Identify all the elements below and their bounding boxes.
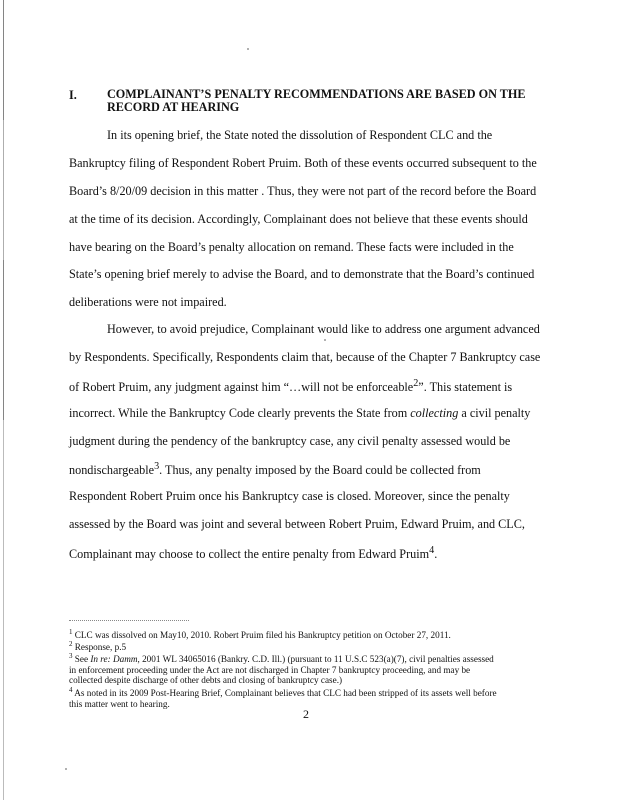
body-line — [69, 378, 512, 395]
footnote-number: 1 — [69, 628, 73, 636]
footnote-4 — [69, 685, 549, 709]
body-line: deliberations were not impaired. — [69, 295, 227, 309]
body-text: nondischargeable — [69, 463, 155, 478]
footnote-number: 2 — [69, 640, 73, 648]
body-text: incorrect. While the Bankruptcy Code clearly prevents the State from — [69, 406, 411, 420]
body-line: assessed by the Board was joint and several between Robert Pruim, Edward Pruim, and CLC, — [69, 517, 525, 531]
body-line: have bearing on the Board’s penalty allocation on remand. These facts were included in the — [69, 240, 514, 254]
section-heading-line-2: RECORD AT HEARING — [107, 100, 240, 114]
case-name: In re: Damm — [90, 654, 138, 665]
body-text: of Robert Pruim, any judgment against him “…will not be enforceable — [69, 380, 414, 395]
footnote-text: As noted in its 2009 Post-Hearing Brief, Complainant believes that CLC had been stripped of its assets well before — [72, 688, 497, 699]
footnote-text: this matter went to hearing. — [69, 698, 170, 709]
section-heading-line-1: COMPLAINANT’S PENALTY RECOMMENDATIONS ARE BASED ON THE — [107, 87, 526, 101]
footnote-text: in enforcement proceeding under the Act are not discharged in Chapter 7 bankruptcy proceeding, and may be — [69, 664, 471, 675]
footnote-number: 3 — [69, 652, 73, 660]
body-text: ”. This statement is — [418, 380, 513, 395]
scan-speck — [324, 339, 326, 341]
section-number: I. — [69, 88, 77, 102]
footnote-separator — [69, 620, 189, 622]
emphasis: collecting — [410, 406, 459, 420]
body-text: Complainant may choose to collect the entire penalty from Edward Pruim — [69, 547, 430, 562]
section-heading — [107, 88, 537, 114]
scan-speck — [247, 48, 249, 50]
footnote-text: CLC was dissolved on May10, 2010. Robert Pruim filed his Bankruptcy petition on October 27, 2011. — [72, 630, 451, 641]
body-line: by Respondents. Specifically, Respondents claim that, because of the Chapter 7 Bankruptcy case — [69, 350, 541, 364]
footnote-ref-4: 4 — [429, 545, 435, 556]
body-line: However, to avoid prejudice, Complainant would like to address one argument advanced — [107, 322, 540, 336]
footnote-3 — [69, 651, 549, 686]
body-line: Respondent Robert Pruim once his Bankruptcy case is closed. Moreover, since the penalty — [69, 489, 510, 503]
body-line — [69, 545, 437, 562]
footnote-text: See — [72, 654, 91, 665]
footnote-text: , 2001 WL 34065016 (Bankry. C.D. Ill.) (pursuant to 11 U.S.C 523(a)(7), civil penalties assessed — [137, 654, 494, 665]
body-line: at the time of its decision. Accordingly, Complainant does not believe that these events should — [69, 212, 528, 226]
body-line: In its opening brief, the State noted the dissolution of Respondent CLC and the — [107, 128, 493, 142]
body-line: State’s opening brief merely to advise the Board, and to demonstrate that the Board’s continued — [69, 267, 535, 281]
body-line: judgment during the pendency of the bankruptcy case, any civil penalty assessed would be — [69, 434, 511, 448]
footnote-ref-2: 2 — [413, 378, 419, 389]
footnote-ref-3: 3 — [154, 461, 160, 472]
footnote-number: 4 — [69, 686, 73, 694]
footnote-text: collected despite discharge of other debts and closing of bankruptcy case.) — [69, 675, 343, 686]
scan-edge-line — [3, 0, 4, 800]
body-line — [69, 406, 530, 421]
body-text: . — [434, 547, 438, 562]
footnote-text: Response, p.5 — [72, 642, 127, 653]
page-number: 2 — [303, 707, 309, 721]
body-text: . Thus, any penalty imposed by the Board could be collected from — [159, 463, 481, 478]
body-line — [69, 461, 481, 478]
scan-speck — [65, 768, 67, 770]
body-line: Board’s 8/20/09 decision in this matter . Thus, they were not part of the record before the Board — [69, 184, 537, 198]
body-line: Bankruptcy filing of Respondent Robert Pruim. Both of these events occurred subsequent to the — [69, 156, 537, 170]
body-text: a civil penalty — [458, 406, 531, 420]
